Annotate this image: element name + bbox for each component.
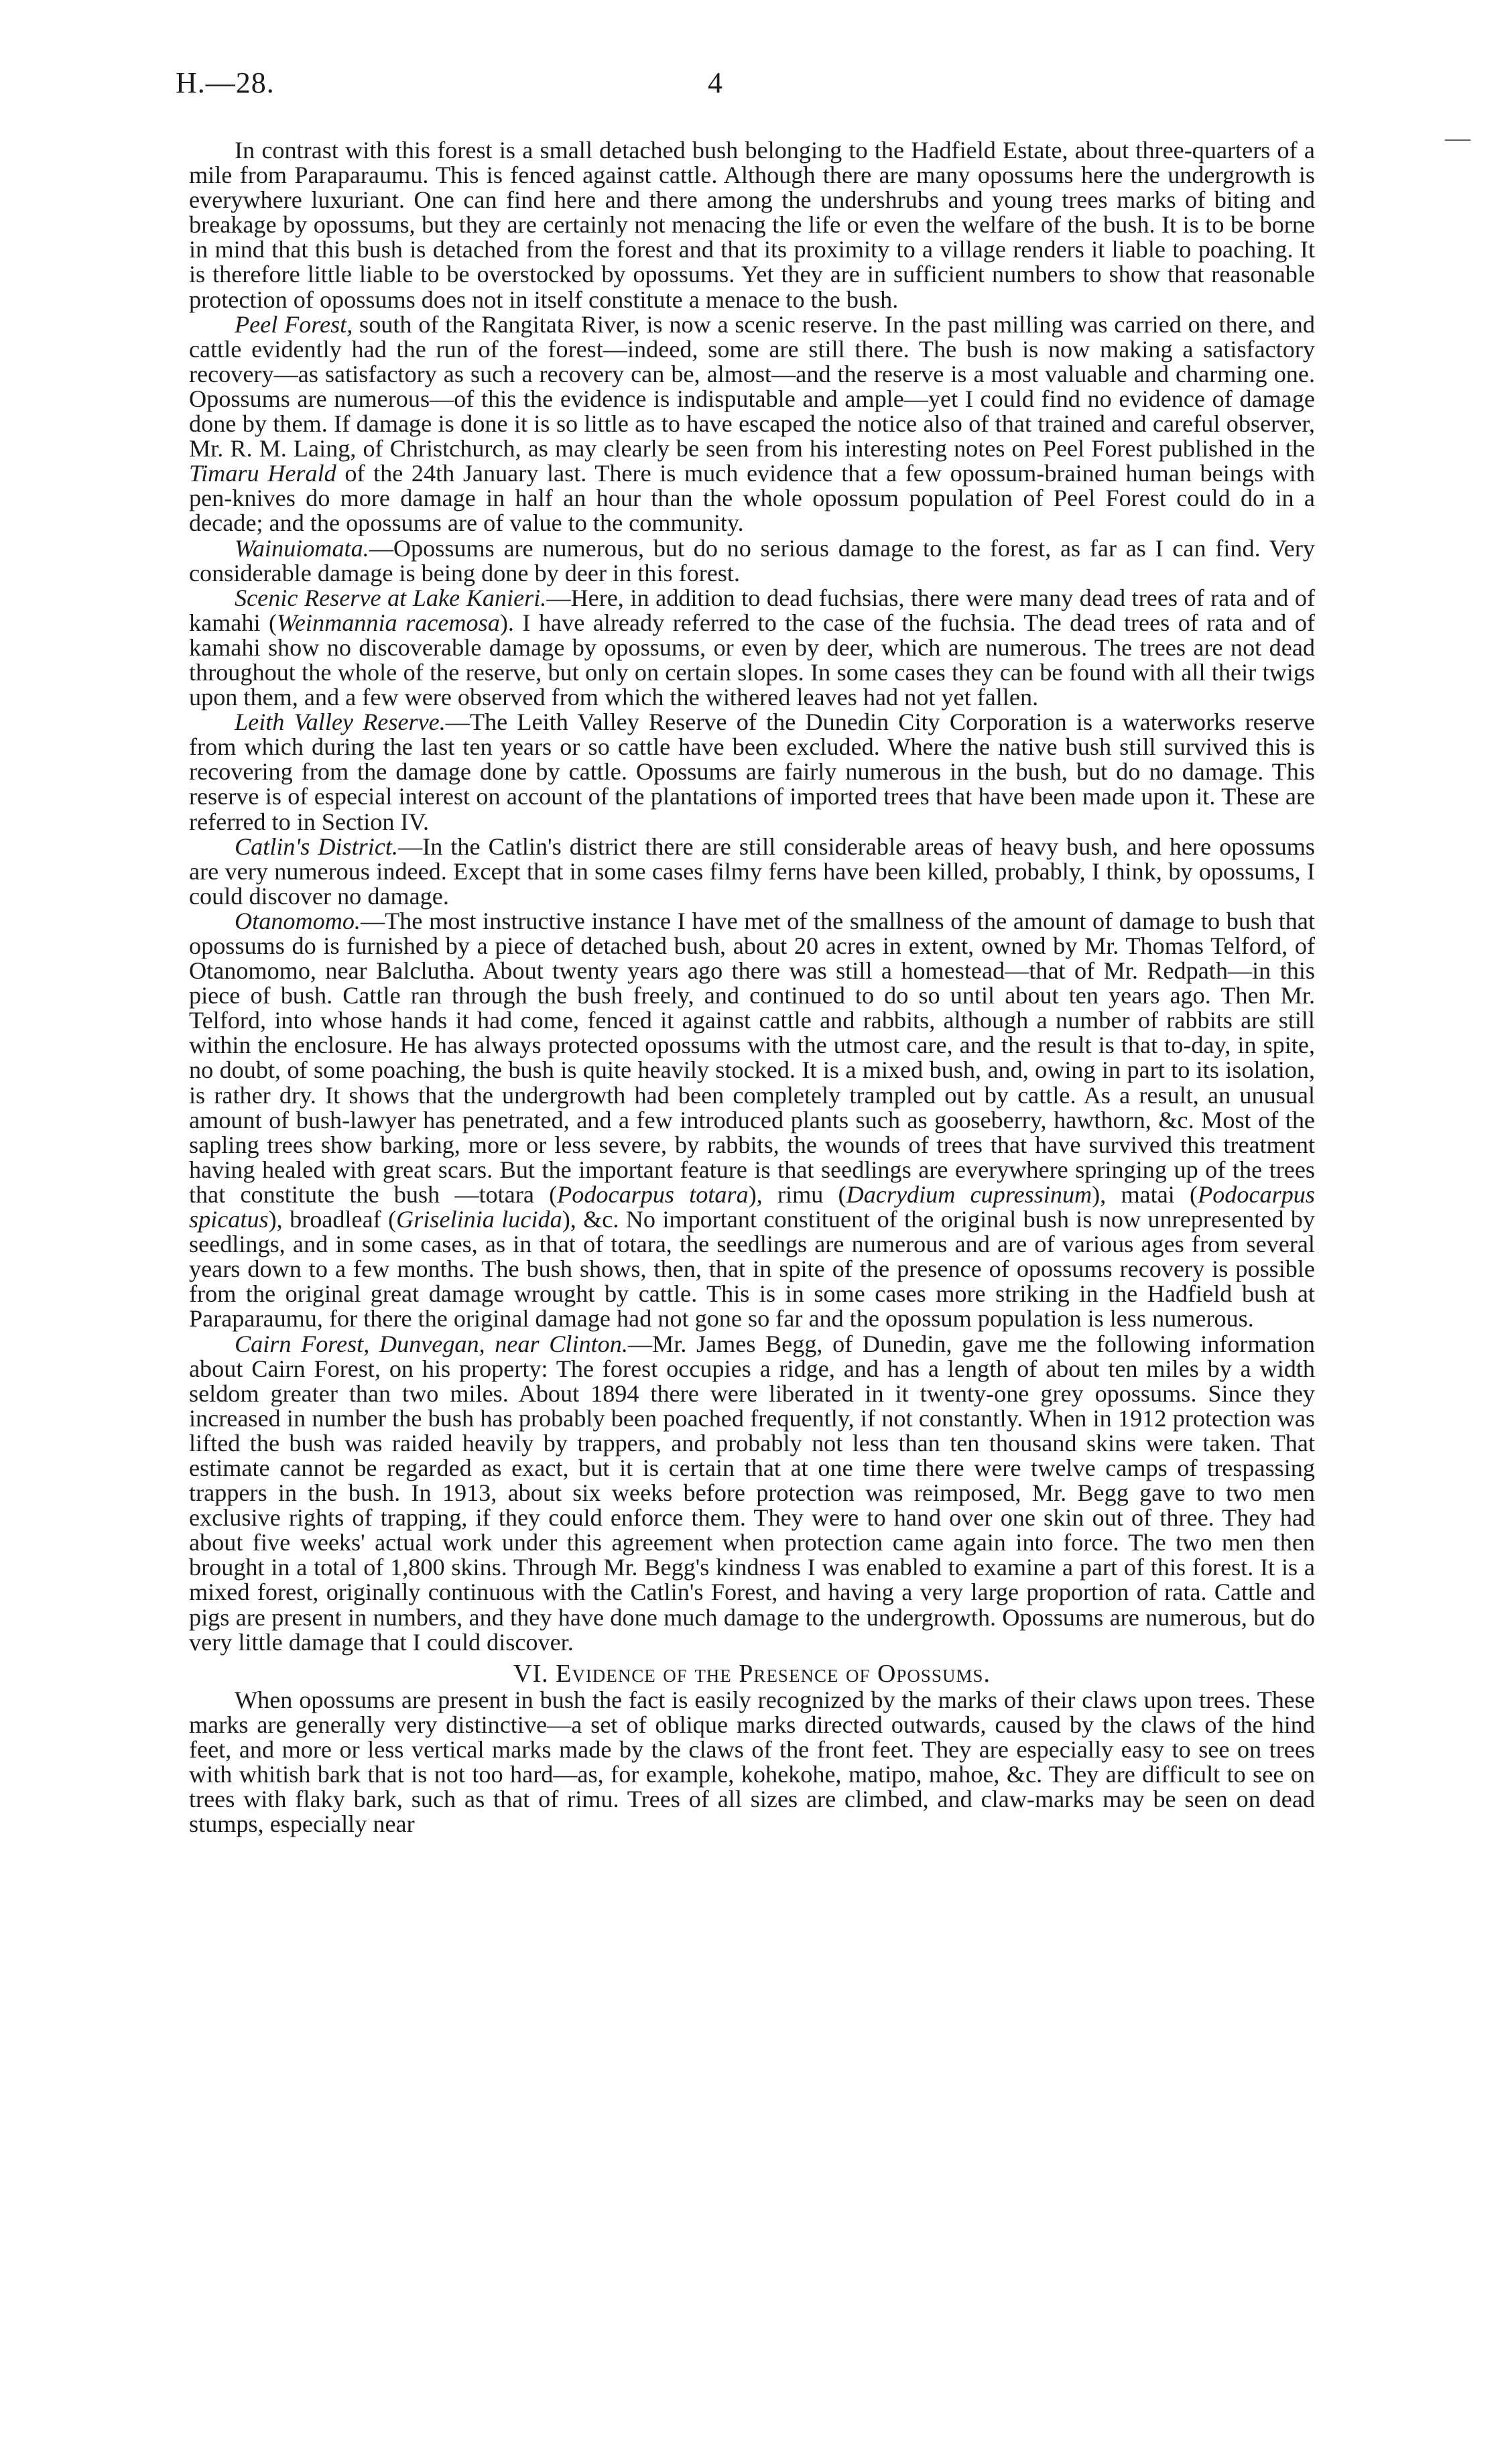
paragraph-title: Peel Forest, — [235, 310, 353, 338]
paragraph-title: Otanomomo. — [235, 907, 361, 934]
paragraph-wainuiomata: Wainuiomata.—Opossums are numerous, but do no serious damage to the forest, as far as I can find. Very considerable damage is being done by deer in this forest. — [189, 534, 1315, 587]
margin-mark: — — [1445, 124, 1470, 152]
paragraph-title: Scenic Reserve at Lake Kanieri. — [235, 584, 547, 611]
paragraph-hadfield: In contrast with this forest is a small detached bush belonging to the Hadfield Estate, about three-quarters of a mile from Paraparaumu. This is fenced against cattle. Although there are many opossums here the undergrowth is everywhere luxuriant. One can find here and there among the undershrubs and young trees marks of biting and breakage by opossums, but they are certainly not menacing the life or even the welfare of the bush. It is to be borne in mind that this bush is detached from the forest and that its proximity to a village renders it liable to poaching. It is therefore little liable to be overstocked by opossums. Yet they are in sufficient numbers to show that reasonable protection of opossums does not in itself constitute a menace to the bush. — [189, 137, 1315, 313]
section-title: Evidence of the Presence of Opossums. — [556, 1659, 991, 1688]
paragraph-lake-kanieri: Scenic Reserve at Lake Kanieri.—Here, in addition to dead fuchsias, there were many dead trees of rata and of kamahi (Weinmannia racemosa). I have already referred to the case of the fuchsia. The dead trees of rata and of kamahi show no discoverable damage by opossums, or even by deer, which are numerous. The trees are not dead throughout the whole of the reserve, but only on certain slopes. In some cases they can be found with all their twigs upon them, and a few were observed from which the withered leaves had not yet fallen. — [189, 584, 1315, 711]
document-reference: H.—28. — [176, 66, 275, 99]
paragraph-peel-forest: Peel Forest, south of the Rangitata River, is now a scenic reserve. In the past milling was carried on there, and cattle evidently had the run of the forest—indeed, some are still there. The bush is now making a satisfactory recovery—as satisfactory as such a recovery can be, almost—and the reserve is a most valuable and charming one. Opossums are numerous—of this the evidence is indisputable and ample—yet I could find no evidence of damage done by them. If damage is done it is so little as to have escaped the notice also of that trained and careful observer, Mr. R. M. Laing, of Christchurch, as may clearly be seen from his interesting notes on Peel Forest published in the Timaru Herald of the 24th January last. There is much evidence that a few opossum-brained human beings with pen-knives do more damage in half an hour than the whole opossum population of Peel Forest could do in a decade; and the opossums are of value to the community. — [189, 310, 1315, 537]
section-heading — [189, 1659, 1315, 1688]
paragraph-cairn-forest: Cairn Forest, Dunvegan, near Clinton.—Mr. James Begg, of Dunedin, gave me the following information about Cairn Forest, on his property: The forest occupies a ridge, and has a length of about ten miles by a width seldom greater than two miles. About 1894 there were liberated in it twenty-one grey opossums. Since they increased in number the bush has probably been poached frequently, if not constantly. When in 1912 protection was lifted the bush was raided heavily by trappers, and probably not less than ten thousand skins were taken. That estimate cannot be regarded as exact, but it is certain that at one time there were twelve camps of trespassing trappers in the bush. In 1913, about six weeks before protection was reimposed, Mr. Begg gave to two men exclusive rights of trapping, if they could enforce them. They were to hand over one skin out of three. They had about five weeks' actual work under this agreement when protection came again into force. The two men then brought in a total of 1,800 skins. Through Mr. Begg's kindness I was enabled to examine a part of this forest. It is a mixed forest, originally continuous with the Catlin's Forest, and having a very large proportion of rata. Cattle and pigs are present in numbers, and they have done much damage to the undergrowth. Opossums are numerous, but do very little damage that I could discover. — [189, 1330, 1315, 1656]
paragraph-evidence: When opossums are present in bush the fact is easily recognized by the marks of their claws upon trees. These marks are generally very distinctive—a set of oblique marks directed outwards, caused by the claws of the hind feet, and more or less vertical marks made by the claws of the front feet. They are especially easy to see on trees with whitish bark that is not too hard—as, for example, kohekohe, matipo, mahoe, &c. They are difficult to see on trees with flaky bark, such as that of rimu. Trees of all sizes are climbed, and claw-marks may be seen on dead stumps, especially near — [189, 1686, 1315, 1838]
paragraph-catlins: Catlin's District.—In the Catlin's district there are still considerable areas of heavy bush, and here opossums are very numerous indeed. Except that in some cases filmy ferns have been killed, probably, I think, by opossums, I could discover no damage. — [189, 833, 1315, 910]
paragraph-title: Catlin's District. — [235, 833, 398, 860]
paragraph-otanomomo: Otanomomo.—The most instructive instance I have met of the smallness of the amount of damage to bush that opossums do is furnished by a piece of detached bush, about 20 acres in extent, owned by Mr. Thomas Telford, of Otanomomo, near Balclutha. About twenty years ago there was still a homestead—that of Mr. Redpath—in this piece of bush. Cattle ran through the bush freely, and continued to do so until about ten years ago. Then Mr. Telford, into whose hands it had come, fenced it against cattle and rabbits, although a number of rabbits are still within the enclosure. He has always protected opossums with the utmost care, and the result is that to-day, in spite, no doubt, of some poaching, the bush is quite heavily stocked. It is a mixed bush, and, owing in part to its isolation, is rather dry. It shows that the undergrowth had been completely trampled out by cattle. As a result, an unusual amount of bush-lawyer has penetrated, and a few introduced plants such as gooseberry, hawthorn, &c. Most of the sapling trees show barking, more or less severe, by rabbits, the wounds of trees that have survived this treatment having healed with great scars. But the important feature is that seedlings are everywhere springing up of the trees that constitute the bush —totara (Podocarpus totara), rimu (Dacrydium cupressinum), matai (Podocarpus spicatus), broadleaf (Griselinia lucida), &c. No important constituent of the original bush is now unrepresented by seedlings, and in some cases, as in that of totara, the seedlings are numerous and are of various ages from several years down to a few months. The bush shows, then, that in spite of the presence of opossums recovery is possible from the original great damage wrought by cattle. This is in some cases more striking in the Hadfield bush at Paraparaumu, for there the original damage had not gone so far and the opossum population is less numerous. — [189, 907, 1315, 1333]
body-text — [189, 138, 1315, 1837]
paragraph-title: Cairn Forest, Dunvegan, near Clinton. — [235, 1330, 628, 1357]
page-number: 4 — [708, 66, 722, 99]
paragraph-leith-valley: Leith Valley Reserve.—The Leith Valley Reserve of the Dunedin City Corporation is a waterworks reserve from which during the last ten years or so cattle have been excluded. Where the native bush still survived this is recovering from the damage done by cattle. Opossums are fairly numerous in the bush, but do no damage. This reserve is of especial interest on account of the plantations of imported trees that have been made upon it. These are referred to in Section IV. — [189, 709, 1315, 835]
paragraph-title: Leith Valley Reserve. — [235, 709, 446, 736]
paragraph-title: Wainuiomata. — [235, 534, 369, 562]
section-numeral: VI. — [513, 1659, 549, 1688]
